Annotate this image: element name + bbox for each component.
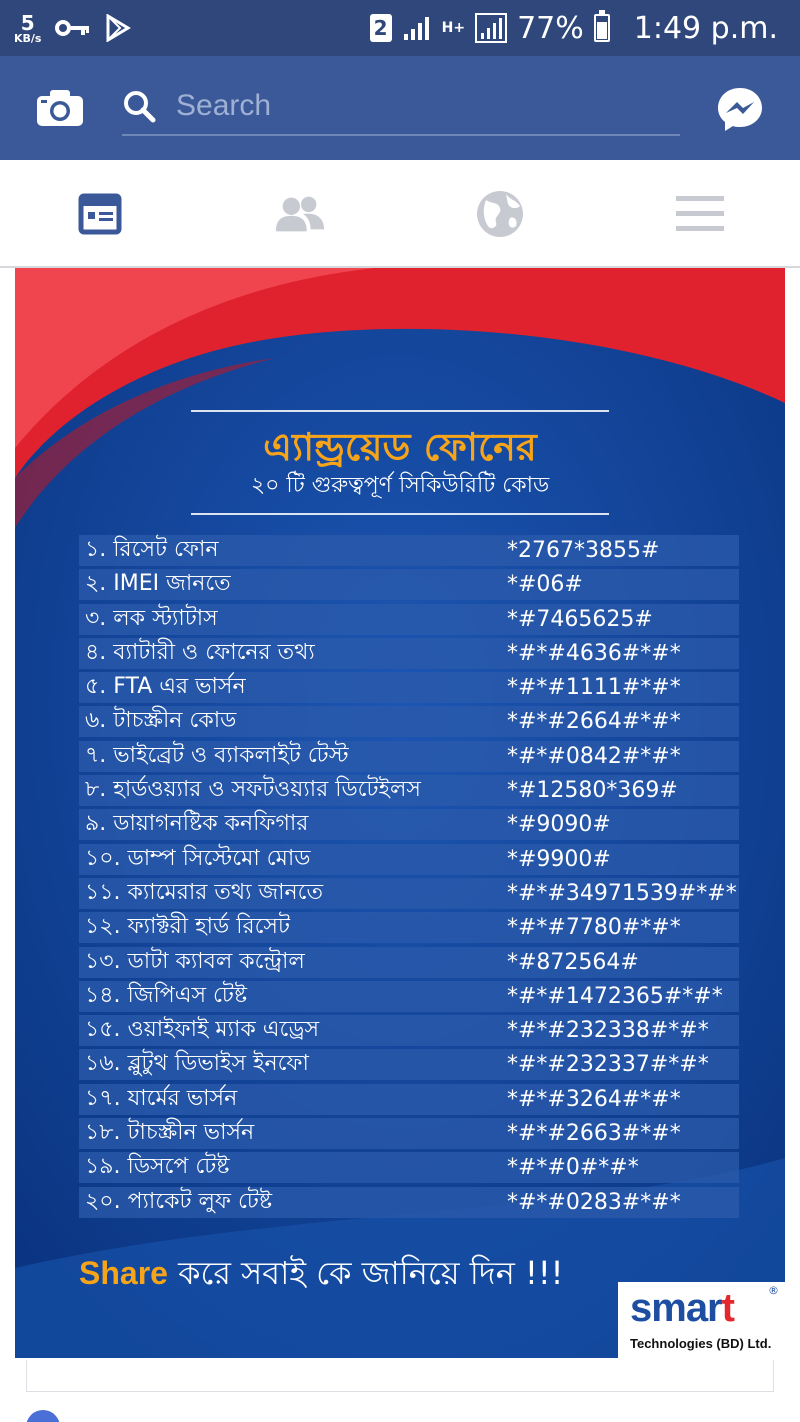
- network-speed-unit: KB/s: [14, 31, 42, 45]
- floating-action-button[interactable]: [26, 1410, 60, 1422]
- code-value: *#*#0842#*#*: [507, 743, 681, 769]
- code-label: ১. রিসেট ফোন: [85, 537, 219, 562]
- tab-friends[interactable]: [274, 190, 326, 238]
- code-label: ২. IMEI জানতে: [85, 571, 231, 597]
- code-row: [79, 741, 739, 772]
- code-label: ১৩. ডাটা ক্যাবল কন্ট্রোল: [85, 948, 305, 974]
- code-value: *#*#232338#*#*: [507, 1018, 709, 1044]
- play-store-icon: [105, 14, 131, 42]
- search-bar[interactable]: [122, 78, 680, 136]
- code-row: [79, 638, 739, 669]
- code-row: [79, 1015, 739, 1046]
- code-value: *#*#7780#*#*: [507, 915, 681, 941]
- smart-logo-t: t: [721, 1286, 734, 1330]
- code-label: ৩. লক স্ট্যাটাস: [85, 605, 218, 631]
- code-label: ৬. টাচস্ক্রীন কোড: [85, 708, 237, 734]
- code-value: *#*#3264#*#*: [507, 1086, 681, 1112]
- status-bar-right: [370, 0, 778, 56]
- code-label: ৭. ভাইব্রেট ও ব্যাকলাইট টেস্ট: [85, 742, 349, 768]
- code-label: ১৮. টাচস্ক্রীন ভার্সন: [85, 1120, 255, 1146]
- code-label: ৫. FTA এর ভার্সন: [85, 674, 246, 700]
- smart-logo-company: Technologies (BD) Ltd.: [630, 1336, 772, 1351]
- code-label: ১৪. জিপিএস টেষ্ট: [85, 982, 248, 1008]
- status-bar-left: [14, 6, 131, 50]
- code-value: *#872564#: [507, 949, 639, 975]
- code-value: *#*#4636#*#*: [507, 640, 681, 666]
- code-row: [79, 809, 739, 840]
- code-value: *2767*3855#: [507, 538, 660, 563]
- post-title: এ্যান্ড্রয়েড ফোনের: [263, 425, 537, 469]
- code-row: [79, 706, 739, 737]
- code-row: [79, 844, 739, 875]
- title-divider-bottom: [191, 513, 609, 515]
- code-row: [79, 1049, 739, 1080]
- code-row: [79, 604, 739, 635]
- search-input[interactable]: [176, 89, 656, 123]
- code-value: *#*#2664#*#*: [507, 709, 681, 735]
- code-value: *#06#: [507, 572, 583, 598]
- code-value: *#9900#: [507, 846, 611, 872]
- code-row: [79, 672, 739, 703]
- battery-icon: [594, 14, 610, 42]
- code-row: [79, 912, 739, 943]
- code-label: ১৫. ওয়াইফাই ম্যাক এড্রেস: [85, 1017, 320, 1043]
- code-row: [79, 569, 739, 600]
- app-header: [0, 56, 800, 160]
- network-speed: [14, 10, 42, 45]
- code-row: [79, 947, 739, 978]
- tab-notifications[interactable]: [474, 190, 526, 238]
- code-label: ৪. ব্যাটারী ও ফোনের তথ্য: [85, 639, 315, 665]
- code-value: *#*#1472365#*#*: [507, 983, 723, 1009]
- status-bar: [0, 0, 800, 56]
- code-label: ১০. ডাম্প সিস্টেমো মোড: [85, 845, 311, 871]
- smart-logo: [618, 1282, 785, 1358]
- hamburger-menu-icon: [676, 194, 724, 234]
- tab-news-feed[interactable]: [74, 190, 126, 238]
- code-row: [79, 1152, 739, 1183]
- share-text: করে সবাই কে জানিয়ে দিন !!!: [167, 1254, 564, 1292]
- code-value: *#*#2663#*#*: [507, 1121, 681, 1147]
- network-type: H+: [441, 19, 466, 36]
- code-row: [79, 1084, 739, 1115]
- post-subtitle: ২০ টি গুরুত্বপূর্ণ সিকিউরিটি কোড: [250, 473, 550, 498]
- code-value: *#9090#: [507, 812, 611, 838]
- tab-menu[interactable]: [674, 190, 726, 238]
- code-value: *#7465625#: [507, 606, 653, 632]
- globe-icon: [476, 190, 524, 238]
- smart-logo-smar: smar: [630, 1286, 722, 1330]
- codes-list: [79, 535, 739, 1221]
- tab-bar: [0, 160, 800, 268]
- search-icon: [122, 89, 156, 123]
- code-row: [79, 775, 739, 806]
- friends-icon: [274, 194, 326, 234]
- camera-icon[interactable]: [36, 88, 84, 128]
- code-row: [79, 1118, 739, 1149]
- code-label: ৯. ডায়াগনষ্টিক কনফিগার: [85, 811, 309, 837]
- code-label: ২০. প্যাকেট লুফ টেষ্ট: [85, 1188, 273, 1214]
- code-value: *#*#232337#*#*: [507, 1052, 709, 1078]
- post-image[interactable]: [15, 268, 785, 1358]
- signal-strength-icon: [402, 14, 432, 42]
- news-feed-icon: [78, 193, 122, 235]
- code-row: [79, 1187, 739, 1218]
- network-speed-value: 5: [20, 10, 35, 35]
- code-label: ১২. ফ্যাক্টরী হার্ড রিসেট: [85, 914, 290, 940]
- title-divider-top: [191, 410, 609, 412]
- share-slogan: [79, 1248, 563, 1302]
- battery-fill: [597, 22, 607, 39]
- code-label: ১৯. ডিসপে টেষ্ট: [85, 1154, 230, 1180]
- smart-logo-registered: ®: [768, 1284, 779, 1297]
- messenger-icon[interactable]: [716, 86, 764, 132]
- code-value: *#12580*369#: [507, 778, 678, 804]
- code-value: *#*#0#*#*: [507, 1155, 639, 1181]
- code-label: ১৭. যার্মের ভার্সন: [85, 1085, 238, 1111]
- clock: 1:49 p.m.: [633, 10, 778, 46]
- battery-percent: 77%: [517, 10, 584, 46]
- code-label: ৮. হার্ডওয়্যার ও সফটওয়্যার ডিটেইলস: [85, 777, 421, 803]
- code-row: [79, 878, 739, 909]
- code-row: [79, 535, 739, 566]
- signal-strength-icon-2: [475, 13, 507, 43]
- post-footer: [26, 1360, 774, 1392]
- code-value: *#*#34971539#*#*: [507, 880, 737, 906]
- sim-slot-badge: 2: [370, 14, 392, 42]
- code-label: ১৬. ব্লুটুথ ডিভাইস ইনফো: [85, 1051, 309, 1077]
- vpn-key-icon: [55, 18, 91, 38]
- code-row: [79, 981, 739, 1012]
- share-word: Share: [79, 1255, 168, 1291]
- smart-logo-wordmark: [630, 1286, 734, 1331]
- code-value: *#*#0283#*#*: [507, 1189, 681, 1215]
- code-value: *#*#1111#*#*: [507, 675, 681, 701]
- code-label: ১১. ক্যামেরার তথ্য জানতে: [85, 879, 323, 905]
